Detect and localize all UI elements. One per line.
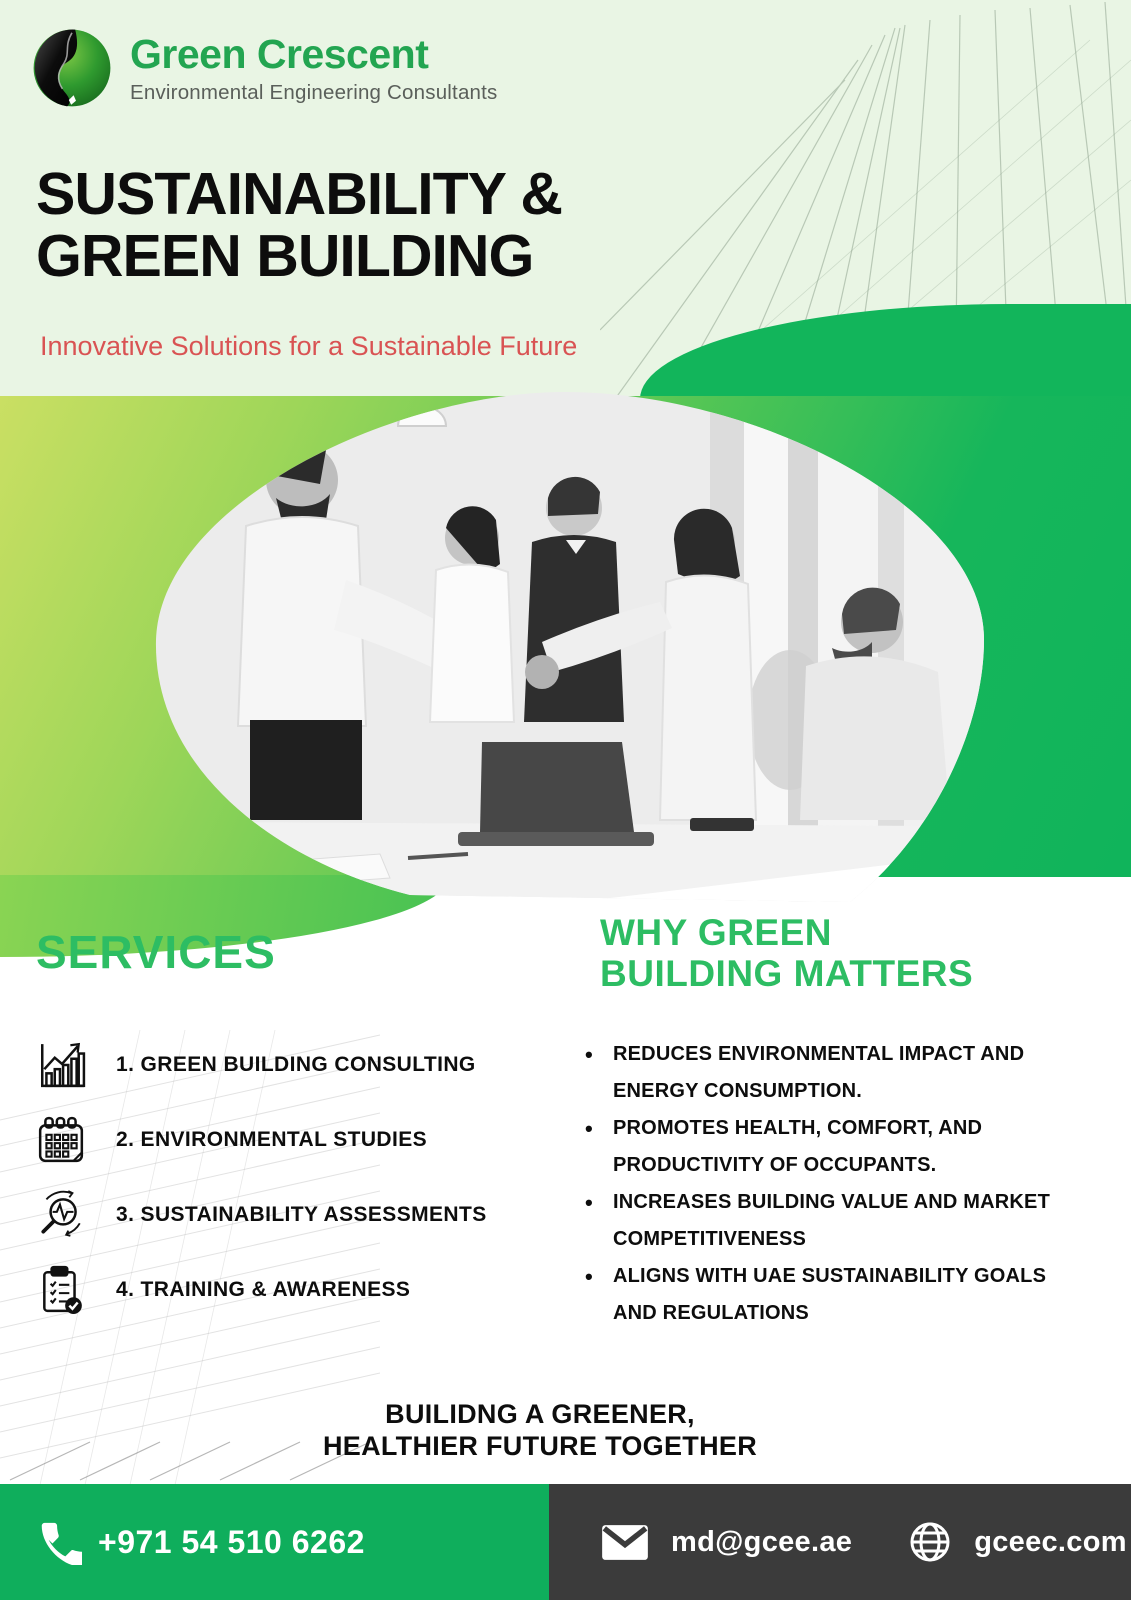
why-bullet: • REDUCES ENVIRONMENTAL IMPACT AND ENERGY CONSUMPTION. (583, 1036, 1088, 1110)
page-title-line2: GREEN BUILDING (36, 223, 534, 289)
page-title (36, 163, 562, 287)
why-bullet: • PROMOTES HEALTH, COMFORT, AND PRODUCTIVITY OF OCCUPANTS. (583, 1110, 1088, 1184)
service-item-environmental (36, 1115, 556, 1165)
closing-tagline-line1: BUILIDNG A GREENER, (385, 1399, 695, 1429)
footer-website-item[interactable] (908, 1520, 1127, 1564)
green-crescent-logo-icon (32, 28, 112, 108)
why-heading-line1: WHY GREEN (600, 912, 833, 953)
why-bullet: • INCREASES BUILDING VALUE AND MARKET COMPETITIVENESS (583, 1184, 1088, 1258)
magnifier-pulse-icon (36, 1190, 86, 1240)
service-label: 1. GREEN BUILDING CONSULTING (116, 1053, 476, 1076)
footer-email-item[interactable] (601, 1524, 852, 1561)
hero-subtitle: Innovative Solutions for a Sustainable Future (40, 331, 578, 361)
service-item-consulting (36, 1040, 556, 1090)
footer-website[interactable]: gceec.com (974, 1525, 1127, 1558)
brand-header (32, 28, 498, 108)
why-bullet: • ALIGNS WITH UAE SUSTAINABILITY GOALS AND REGULATIONS (583, 1258, 1088, 1332)
footer-contact-block (549, 1484, 1131, 1600)
team-handshake-photo (150, 390, 990, 920)
service-label: 4. TRAINING & AWARENESS (116, 1278, 411, 1301)
services-heading: SERVICES (36, 926, 276, 978)
service-item-assessments (36, 1190, 556, 1240)
globe-icon (908, 1520, 952, 1564)
service-item-training (36, 1265, 556, 1315)
footer-phone-block[interactable] (0, 1484, 549, 1600)
why-heading-line2: BUILDING MATTERS (600, 953, 974, 994)
calendar-icon (36, 1115, 86, 1165)
brand-tagline: Environmental Engineering Consultants (130, 81, 498, 104)
why-bullet-list (583, 1036, 1088, 1332)
footer-email[interactable]: md@gcee.ae (671, 1525, 853, 1558)
closing-tagline-line2: HEALTHIER FUTURE TOGETHER (322, 1431, 757, 1461)
why-heading (600, 912, 973, 994)
service-label: 2. ENVIRONMENTAL STUDIES (116, 1128, 428, 1151)
closing-tagline (0, 1398, 1080, 1462)
footer-phone-number[interactable]: +971 54 510 6262 (98, 1523, 365, 1560)
envelope-icon (601, 1524, 649, 1561)
bar-chart-growth-icon (36, 1040, 86, 1090)
services-list (36, 1040, 556, 1340)
phone-icon (36, 1519, 82, 1565)
service-label: 3. SUSTAINABILITY ASSESSMENTS (116, 1203, 487, 1226)
brand-text (130, 31, 498, 105)
brand-name: Green Crescent (130, 31, 429, 77)
clipboard-check-icon (36, 1265, 86, 1315)
page-title-line1: SUSTAINABILITY & (36, 161, 562, 227)
